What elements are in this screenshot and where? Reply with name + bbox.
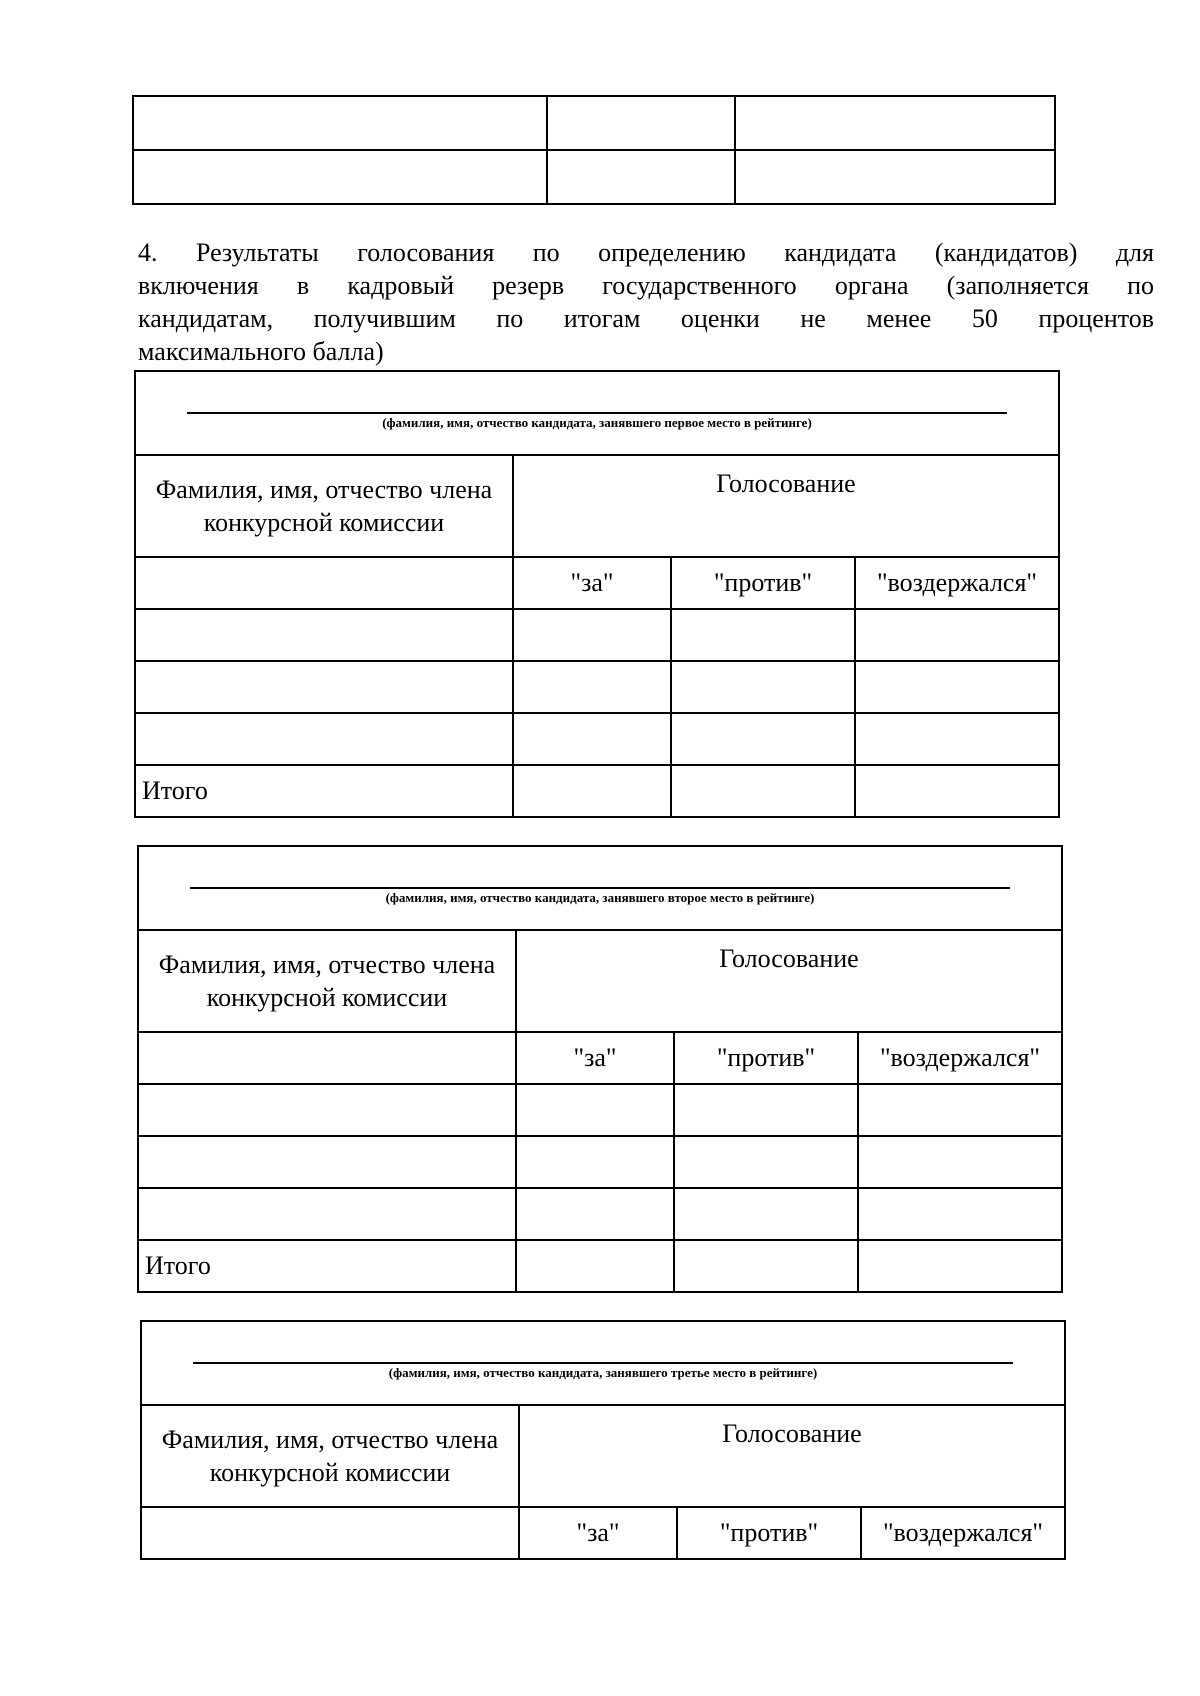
section-heading-line: включения в кадровый резерв государственного органа (заполняется по bbox=[138, 271, 1154, 300]
vote-abstain-header: "воздержался" bbox=[861, 1507, 1065, 1559]
table-row bbox=[138, 1240, 1062, 1292]
member-name-cell[interactable] bbox=[138, 1084, 516, 1136]
candidate-name-caption: (фамилия, имя, отчество кандидата, занявшего первое место в рейтинге) bbox=[382, 415, 812, 430]
table-row bbox=[135, 455, 1059, 557]
vote-for-cell[interactable] bbox=[516, 1188, 674, 1240]
table-row bbox=[135, 661, 1059, 713]
vote-against-cell[interactable] bbox=[671, 661, 855, 713]
vote-against-cell[interactable] bbox=[674, 1084, 858, 1136]
previous-table bbox=[132, 95, 1056, 205]
candidate-name-field[interactable] bbox=[135, 371, 1059, 455]
section-heading bbox=[138, 236, 1154, 368]
candidate-name-line bbox=[193, 1362, 1013, 1364]
vote-abstain-cell[interactable] bbox=[858, 1188, 1062, 1240]
table-row bbox=[138, 1188, 1062, 1240]
table-row bbox=[138, 1032, 1062, 1084]
vote-against-cell[interactable] bbox=[671, 713, 855, 765]
candidate-name-line bbox=[190, 887, 1010, 889]
table-cell[interactable] bbox=[133, 96, 547, 150]
candidate-name-field[interactable] bbox=[138, 846, 1062, 930]
member-name-cell[interactable] bbox=[135, 609, 513, 661]
member-name-cell[interactable] bbox=[135, 661, 513, 713]
table-row bbox=[141, 1507, 1065, 1559]
table-cell[interactable] bbox=[133, 150, 547, 204]
total-abstain-cell[interactable] bbox=[855, 765, 1059, 817]
candidate-name-caption: (фамилия, имя, отчество кандидата, занявшего третье место в рейтинге) bbox=[388, 1365, 818, 1380]
vote-for-cell[interactable] bbox=[513, 609, 671, 661]
table-row bbox=[138, 1136, 1062, 1188]
vote-against-cell[interactable] bbox=[674, 1136, 858, 1188]
vote-for-cell[interactable] bbox=[516, 1136, 674, 1188]
vote-abstain-cell[interactable] bbox=[855, 609, 1059, 661]
table-cell[interactable] bbox=[135, 557, 513, 609]
member-name-cell[interactable] bbox=[138, 1136, 516, 1188]
member-column-header: Фамилия, имя, отчество члена конкурсной комиссии bbox=[138, 930, 516, 1032]
candidate-name-field[interactable] bbox=[141, 1321, 1065, 1405]
member-column-header: Фамилия, имя, отчество члена конкурсной комиссии bbox=[135, 455, 513, 557]
vote-against-header: "против" bbox=[677, 1507, 861, 1559]
total-label: Итого bbox=[135, 765, 513, 817]
table-row bbox=[141, 1321, 1065, 1405]
table-row bbox=[135, 713, 1059, 765]
voting-table-first-place bbox=[134, 370, 1060, 818]
section-heading-line: 4. Результаты голосования по определению кандидата (кандидатов) для bbox=[138, 238, 1154, 267]
vote-against-header: "против" bbox=[671, 557, 855, 609]
table-cell[interactable] bbox=[547, 96, 735, 150]
table-cell[interactable] bbox=[735, 150, 1055, 204]
section-heading-line: кандидатам, получившим по итогам оценки не менее 50 процентов bbox=[138, 304, 1154, 333]
vote-abstain-cell[interactable] bbox=[858, 1084, 1062, 1136]
vote-for-cell[interactable] bbox=[513, 713, 671, 765]
member-name-cell[interactable] bbox=[138, 1188, 516, 1240]
voting-table-third-place bbox=[140, 1320, 1066, 1560]
vote-against-cell[interactable] bbox=[671, 609, 855, 661]
total-abstain-cell[interactable] bbox=[858, 1240, 1062, 1292]
table-row bbox=[135, 557, 1059, 609]
vote-abstain-cell[interactable] bbox=[858, 1136, 1062, 1188]
member-column-header: Фамилия, имя, отчество члена конкурсной комиссии bbox=[141, 1405, 519, 1507]
vote-for-cell[interactable] bbox=[513, 661, 671, 713]
vote-for-header: "за" bbox=[519, 1507, 677, 1559]
table-row bbox=[138, 846, 1062, 930]
voting-column-header: Голосование bbox=[516, 930, 1062, 1032]
total-for-cell[interactable] bbox=[516, 1240, 674, 1292]
total-against-cell[interactable] bbox=[674, 1240, 858, 1292]
table-cell[interactable] bbox=[547, 150, 735, 204]
table-row bbox=[133, 96, 1055, 150]
candidate-name-line bbox=[187, 412, 1007, 414]
total-for-cell[interactable] bbox=[513, 765, 671, 817]
table-row bbox=[135, 765, 1059, 817]
vote-for-header: "за" bbox=[513, 557, 671, 609]
total-label: Итого bbox=[138, 1240, 516, 1292]
table-row bbox=[138, 1084, 1062, 1136]
vote-abstain-header: "воздержался" bbox=[858, 1032, 1062, 1084]
vote-against-header: "против" bbox=[674, 1032, 858, 1084]
voting-column-header: Голосование bbox=[513, 455, 1059, 557]
table-row bbox=[135, 371, 1059, 455]
vote-against-cell[interactable] bbox=[674, 1188, 858, 1240]
vote-abstain-cell[interactable] bbox=[855, 661, 1059, 713]
voting-column-header: Голосование bbox=[519, 1405, 1065, 1507]
table-row bbox=[138, 930, 1062, 1032]
vote-abstain-cell[interactable] bbox=[855, 713, 1059, 765]
voting-table-second-place bbox=[137, 845, 1063, 1293]
total-against-cell[interactable] bbox=[671, 765, 855, 817]
member-name-cell[interactable] bbox=[135, 713, 513, 765]
table-cell[interactable] bbox=[138, 1032, 516, 1084]
candidate-name-caption: (фамилия, имя, отчество кандидата, занявшего второе место в рейтинге) bbox=[385, 890, 815, 905]
table-cell[interactable] bbox=[735, 96, 1055, 150]
table-row bbox=[141, 1405, 1065, 1507]
vote-abstain-header: "воздержался" bbox=[855, 557, 1059, 609]
table-row bbox=[133, 150, 1055, 204]
section-heading-line: максимального балла) bbox=[138, 337, 384, 366]
table-cell[interactable] bbox=[141, 1507, 519, 1559]
vote-for-cell[interactable] bbox=[516, 1084, 674, 1136]
vote-for-header: "за" bbox=[516, 1032, 674, 1084]
table-row bbox=[135, 609, 1059, 661]
